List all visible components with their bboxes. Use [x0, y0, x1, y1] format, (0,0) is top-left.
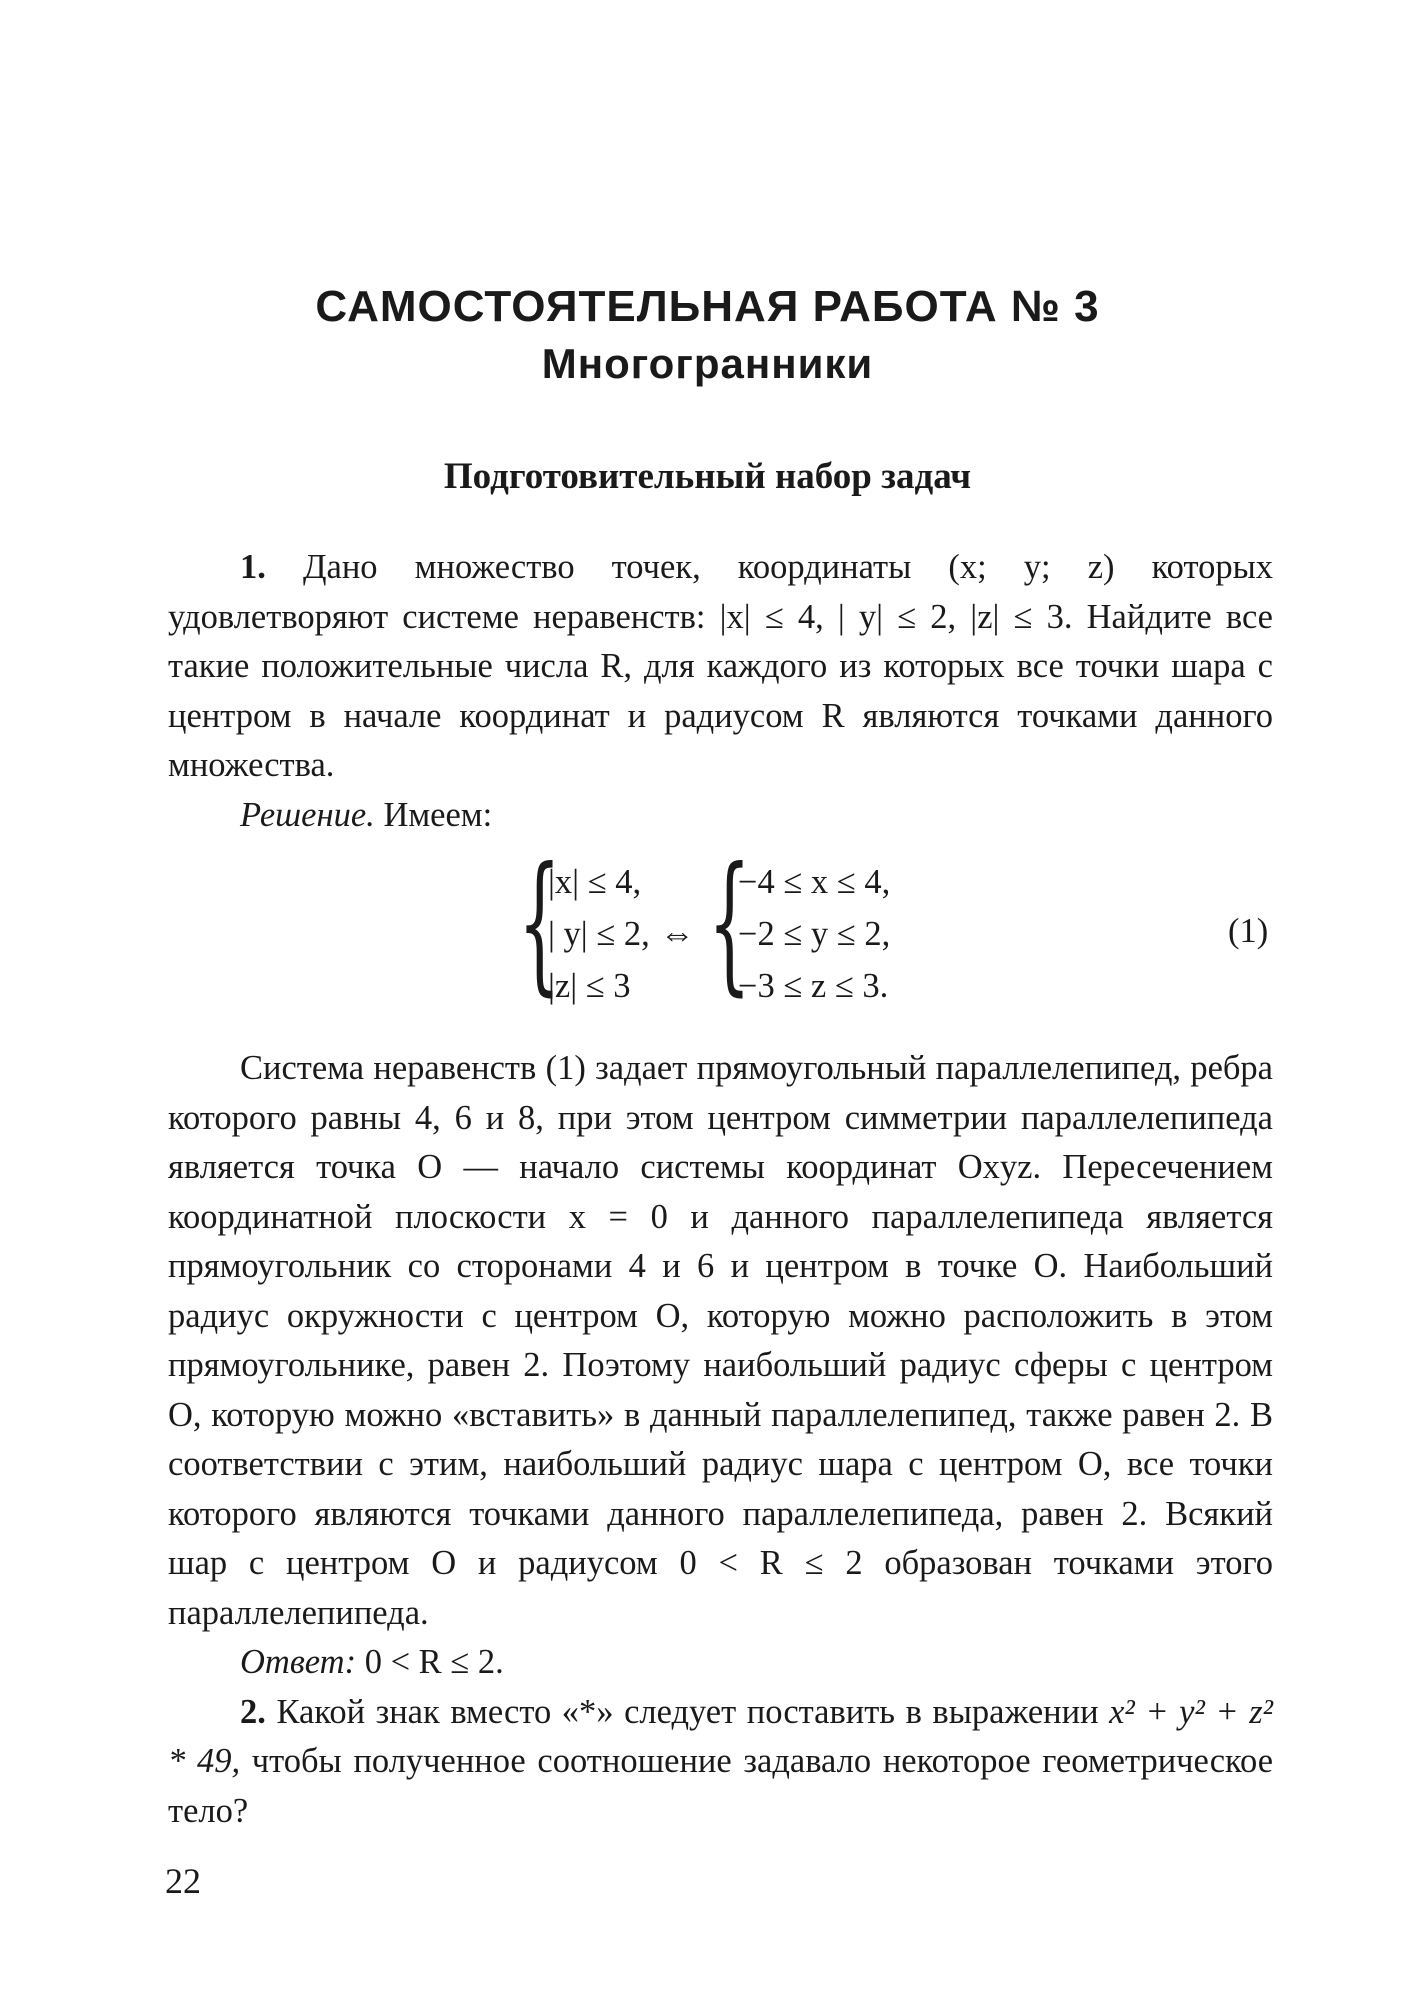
system-right-line: −3 ≤ z ≤ 3. — [738, 967, 889, 1005]
solution-intro: Имеем: — [383, 795, 493, 834]
equation-number: (1) — [1228, 912, 1269, 950]
answer-label: Ответ: — [240, 1643, 357, 1681]
problem-2-text-b: чтобы полученное соотношение задавало некоторое геометрическое тело? — [168, 1742, 1274, 1830]
left-brace: { — [518, 836, 561, 1010]
problem-2-formula: x² + y² + z² * 49, — [168, 1692, 1273, 1780]
page-number: 22 — [165, 1861, 201, 1901]
answer-value: 0 < R ≤ 2. — [364, 1643, 504, 1681]
right-brace: { — [708, 836, 751, 1010]
problem-2-text-a: Какой знак вместо «*» следует поставить в выражении — [276, 1692, 1099, 1731]
solution-label: Решение. — [240, 795, 375, 834]
page-subtitle: Многогранники — [541, 340, 874, 387]
problem-2-number: 2. — [240, 1692, 266, 1731]
solution-body — [168, 1044, 1273, 1836]
system-left-line: | y| ≤ 2, — [548, 915, 650, 953]
system-right — [738, 856, 890, 1012]
problem-1 — [168, 543, 1273, 840]
page-title: САМОСТОЯТЕЛЬНАЯ РАБОТА № 3 — [315, 282, 1100, 331]
system-right-line: −4 ≤ x ≤ 4, — [738, 863, 891, 901]
equivalence-symbol: ⇔ — [660, 915, 695, 953]
problem-1-text: Дано множество точек, координаты (x; y; z) которых удовлетворяют системе неравенств: |x| ≤ 4, | y| ≤ 2, |z| ≤ 3. Найдите все такие положительные числа R, для каждого из которых все точки шара с центром в начале координат и радиусом R являются точками данного множества. — [168, 548, 1273, 784]
system-right-line: −2 ≤ y ≤ 2, — [738, 915, 891, 953]
system-left — [548, 856, 650, 1012]
section-heading: Подготовительный набор задач — [443, 456, 972, 497]
system-left-line: |x| ≤ 4, — [548, 863, 642, 901]
problem-1-number: 1. — [240, 548, 266, 586]
solution-explanation: Система неравенств (1) задает прямоугольный параллелепипед, ребра которого равны 4, 6 и 8, при этом центром симметрии параллелепипеда является точка O — начало системы координат Oxyz. Пересечением координатной плоскости x = 0 и данного параллелепипеда является прямоугольник со сторонами 4 и 6 и центром в точке O. Наибольший радиус окружности с центром O, которую можно расположить в этом прямоугольнике, равен 2. Поэтому наибольший радиус сферы с центром O, которую можно «вставить» в данный параллелепипед, также равен 2. В соответствии с этим, наибольший радиус шара с центром O, все точки которого являются точками данного параллелепипеда, равен 2. Всякий шар с центром O и радиусом 0 < R ≤ 2 образован точками этого параллелепипеда. — [168, 1049, 1273, 1632]
system-left-line: |z| ≤ 3 — [548, 967, 631, 1005]
